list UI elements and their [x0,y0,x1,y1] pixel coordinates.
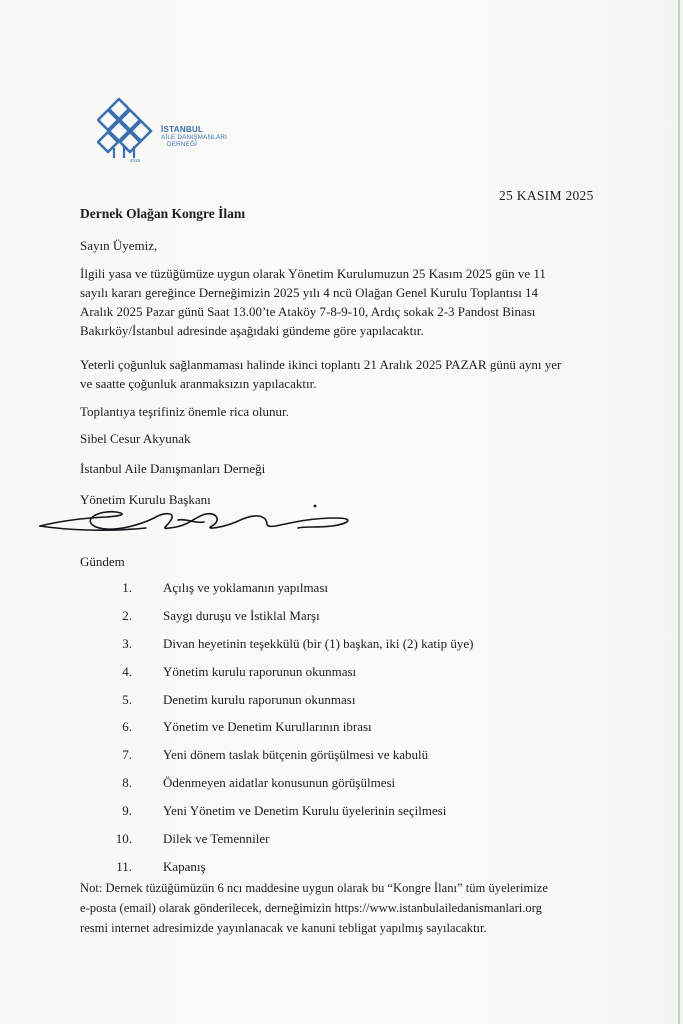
closing-sentence: Toplantıya teşrifiniz önemle rica olunur. [80,404,289,419]
agenda-item-number: 3. [122,635,132,651]
signer-name: Sibel Cesur Akyunak [80,431,191,446]
agenda-item-text: Denetim kurulu raporunun okunması [163,691,356,707]
footnote-line: e-posta (email) olarak gönderilecek, derneğimizin https://www.istanbulailedanismanlari.org [80,901,542,915]
page-edge-line [678,0,680,1024]
agenda-item-number: 7. [122,747,132,763]
logo-year: 2016 [130,158,141,163]
paragraph-1 [80,264,546,340]
agenda-item-text: Yönetim kurulu raporunun okunması [163,663,357,679]
agenda-item-text: Divan heyetinin teşekkülü (bir (1) başkan, iki (2) katip üye) [163,635,474,651]
signer-organization: İstanbul Aile Danışmanları Derneği [80,461,266,476]
agenda-item-number: 4. [122,663,132,679]
document-date: 25 KASIM 2025 [499,188,594,203]
paragraph-2-line: ve saatte çoğunluk aranmaksızın yapılacaktır. [80,376,317,391]
agenda-item-number: 9. [122,803,132,819]
agenda-item-number: 2. [122,607,132,623]
salutation: Sayın Üyemiz, [80,238,158,253]
agenda-item-text: Açılış ve yoklamanın yapılması [163,580,328,595]
agenda-heading: Gündem [80,554,125,569]
agenda-item-number: 11. [116,858,132,874]
paragraph-1-line: sayılı kararı gereğince Derneğimizin 2025 yılı 4 ncü Olağan Genel Kurulu Toplantısı 14 [80,285,539,300]
paragraph-1-line: Aralık 2025 Pazar günü Saat 13.00’te Ataköy 7-8-9-10, Ardıç sokak 2-3 Pandost Binası [80,304,536,319]
agenda-item-number: 1. [122,580,132,595]
paragraph-2 [80,355,561,393]
document-title: Dernek Olağan Kongre İlanı [80,206,246,221]
agenda-item-text: Yönetim ve Denetim Kurullarının ibrası [163,719,372,735]
handwritten-signature [36,500,366,540]
footnote [80,878,548,938]
footnote-line: Not: Dernek tüzüğümüzün 6 ncı maddesine uygun olarak bu “Kongre İlanı” tüm üyelerimize [80,881,548,895]
agenda-item-text: Yeni Yönetim ve Denetim Kurulu üyelerinin seçilmesi [163,803,447,819]
agenda-item-number: 10. [115,831,132,847]
paragraph-1-line: İlgili yasa ve tüzüğümüze uygun olarak Yönetim Kurulumuzun 25 Kasım 2025 gün ve 11 [80,266,546,281]
paragraph-1-line: Bakırköy/İstanbul adresinde aşağıdaki gündeme göre yapılacaktır. [80,323,424,338]
footnote-line: resmi internet adresimizde yayınlanacak ve kanuni tebligat yapılmış sayılacaktır. [80,921,487,935]
logo-line-1: İSTANBUL [161,125,204,134]
agenda-item-text: Kapanış [163,858,206,874]
signer-role: Yönetim Kurulu Başkanı [80,492,211,507]
agenda-item-text: Yeni dönem taslak bütçenin görüşülmesi ve kabulü [163,747,429,763]
paragraph-2-line: Yeterli çoğunluk sağlanmaması halinde ikinci toplantı 21 Aralık 2025 PAZAR günü aynı yer [80,357,562,372]
logo-wordmark [161,126,227,149]
agenda-item-text: Dilek ve Temenniler [163,831,270,847]
agenda-item-text: Ödenmeyen aidatlar konusunun görüşülmesi [163,775,396,791]
association-logo [97,96,257,168]
logo-line-3: DERNEĞİ [167,141,198,149]
agenda-item-text: Saygı duruşu ve İstiklal Marşı [163,607,320,623]
logo-line-2: AİLE DANIŞMANLARI [161,134,228,141]
agenda-item-number: 5. [122,691,132,707]
agenda-item-number: 8. [122,775,132,791]
agenda-item-number: 6. [122,719,132,735]
